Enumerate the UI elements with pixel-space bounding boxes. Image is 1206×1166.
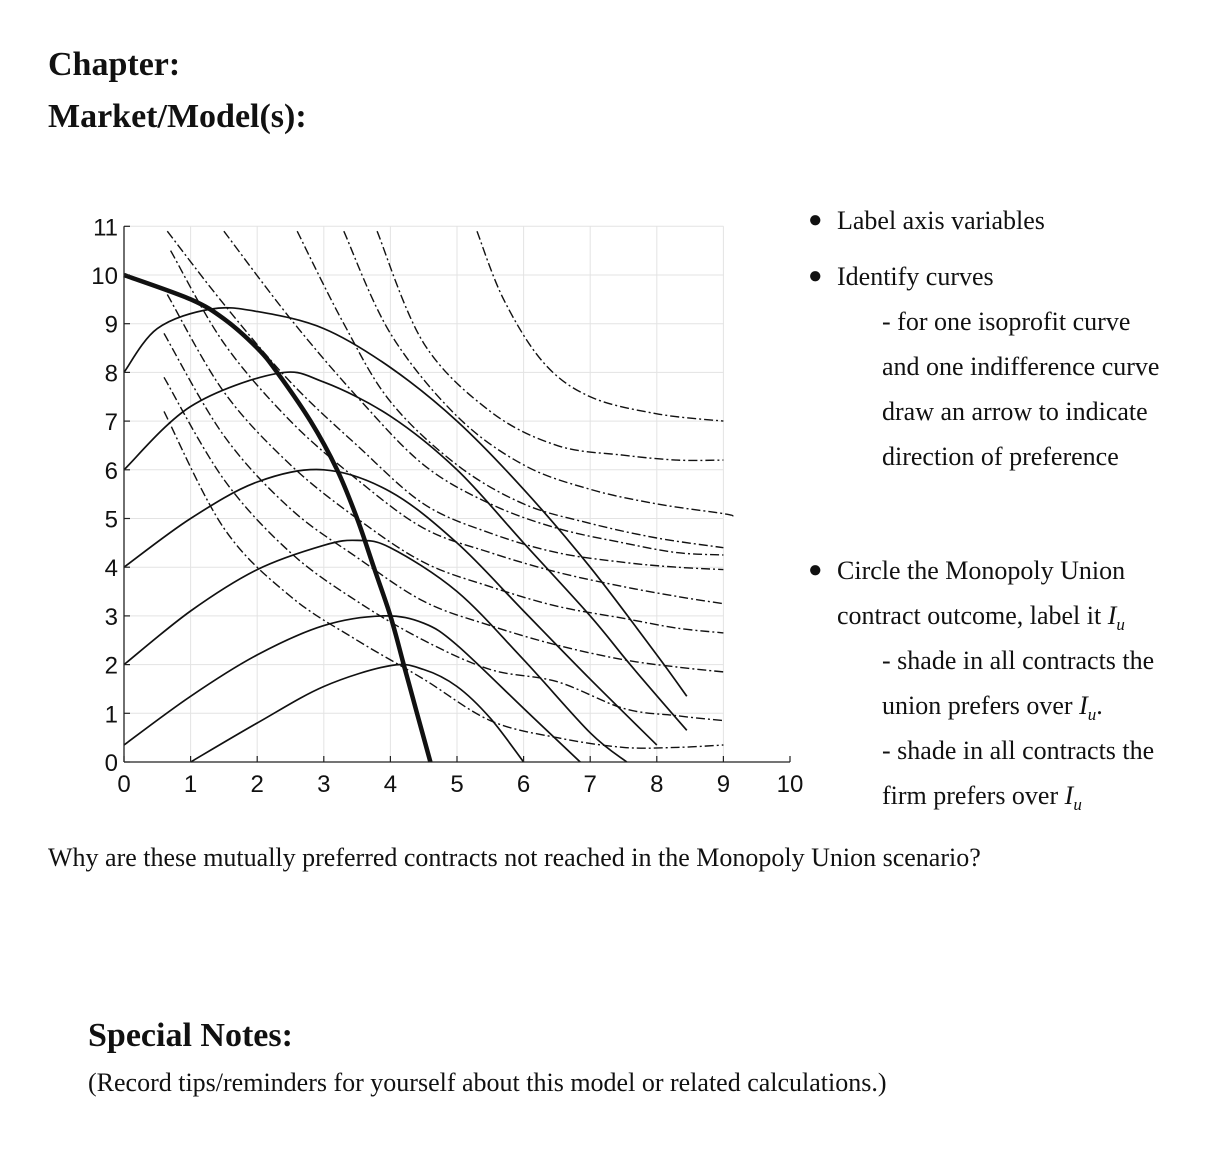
instruction-sub-3: draw an arrow to indicate <box>882 397 1148 426</box>
x-tick-label: 7 <box>583 771 597 798</box>
bullet-icon: ● <box>808 207 823 233</box>
x-tick-label: 1 <box>183 771 198 798</box>
bullet-icon: ● <box>808 263 823 289</box>
indifference-curve <box>377 231 723 460</box>
question-text: Why are these mutually preferred contracts not reached in the Monopoly Union scenario? <box>48 843 981 872</box>
indifference-curve <box>224 231 724 555</box>
x-tick-label: 5 <box>450 771 464 798</box>
market-model-label: Market/Model(s): <box>48 98 307 135</box>
bullet-icon: ● <box>808 557 823 583</box>
y-tick-label: 8 <box>104 360 118 388</box>
instruction-text: Identify curves <box>837 262 994 291</box>
x-tick-label: 9 <box>716 771 731 798</box>
indifference-curve <box>344 231 734 516</box>
x-tick-label: 8 <box>650 771 664 798</box>
instruction-shade-union-1: - shade in all contracts the <box>882 646 1155 675</box>
x-tick-label: 0 <box>117 771 131 798</box>
y-tick-label: 9 <box>104 311 118 339</box>
indifference-curve <box>164 377 723 720</box>
iu-symbol: $I_u$ <box>1064 781 1082 815</box>
y-tick-label: 2 <box>104 652 118 680</box>
instruction-identify-curves <box>808 254 1198 299</box>
instruction-sub-2: and one indifference curve <box>882 352 1160 381</box>
y-tick-label: 1 <box>104 701 118 729</box>
y-tick-label: 11 <box>93 214 118 242</box>
x-tick-label: 2 <box>250 771 264 798</box>
x-tick-label: 3 <box>317 771 331 798</box>
indifference-curve <box>297 231 723 548</box>
y-tick-label: 4 <box>104 555 118 583</box>
instruction-circle-outcome <box>808 548 1198 593</box>
indifference-curve <box>164 411 723 748</box>
y-tick-label: 10 <box>91 263 118 290</box>
instruction-text: Label axis variables <box>837 206 1045 235</box>
y-tick-label: 3 <box>104 603 118 631</box>
notes-body: (Record tips/reminders for yourself about this model or related calculations.) <box>88 1068 887 1097</box>
y-tick-label: 0 <box>104 750 118 777</box>
iu-symbol: $I_u$ <box>1079 691 1097 725</box>
union-contract-chart <box>78 212 818 802</box>
y-tick-label: 7 <box>104 409 118 437</box>
indifference-curve <box>477 231 723 421</box>
instruction-label-axes <box>808 198 1198 243</box>
instruction-shade-firm-2: firm prefers over $I_u$ <box>882 781 1082 815</box>
instruction-text: Circle the Monopoly Union <box>837 556 1126 585</box>
chart-curves <box>124 231 733 762</box>
x-tick-label: 6 <box>516 771 531 798</box>
instruction-text: contract outcome, label it <box>837 601 1102 630</box>
instruction-sub-4: direction of preference <box>882 442 1119 471</box>
x-tick-label: 10 <box>776 771 804 798</box>
x-tick-label: 4 <box>383 771 398 798</box>
instruction-sub-1: - for one isoprofit curve <box>882 307 1131 336</box>
instruction-shade-firm-1: - shade in all contracts the <box>882 736 1155 765</box>
iu-symbol: $I_u$ <box>1107 601 1125 635</box>
chapter-label: Chapter: <box>48 46 181 83</box>
notes-title: Special Notes: <box>88 1017 293 1054</box>
instruction-shade-union-2: union prefers over $I_u$. <box>882 691 1103 725</box>
y-tick-label: 6 <box>104 457 118 485</box>
y-tick-label: 5 <box>104 506 118 534</box>
